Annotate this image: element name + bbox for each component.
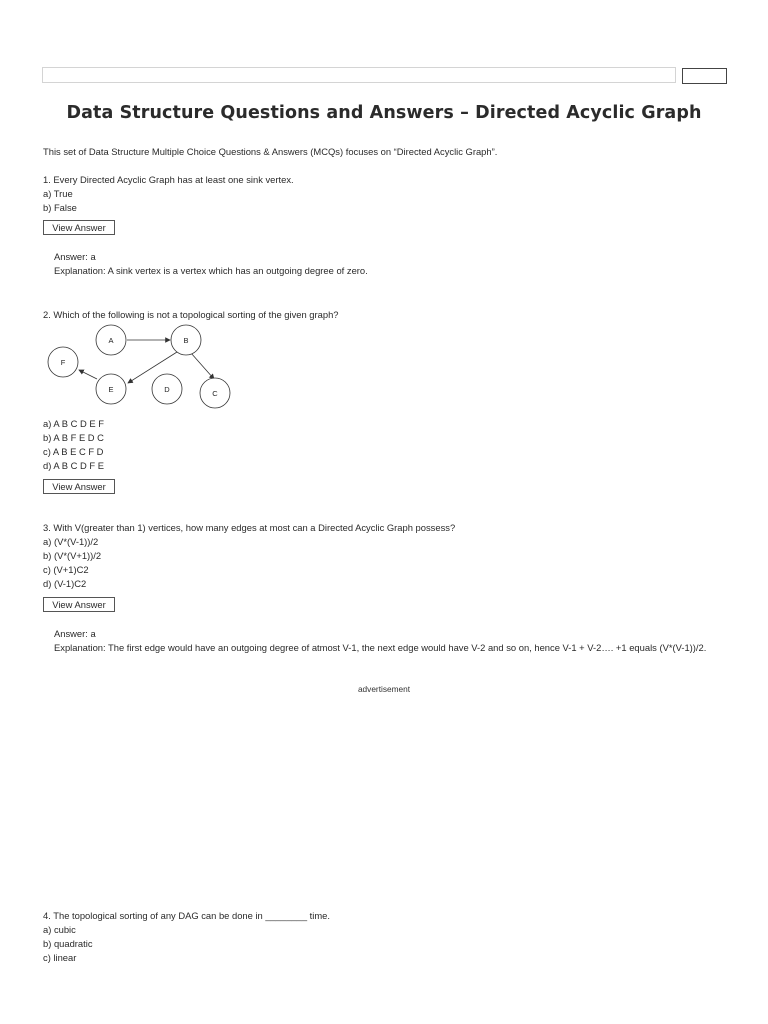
question-4-option-b: b) quadratic — [43, 938, 93, 949]
node-b — [171, 325, 201, 355]
node-d — [152, 374, 182, 404]
node-e — [96, 374, 126, 404]
page-title: Data Structure Questions and Answers – Directed Acyclic Graph — [66, 103, 702, 123]
advertisement-label: advertisement — [357, 684, 411, 694]
question-2-text: 2. Which of the following is not a topological sorting of the given graph? — [43, 309, 339, 320]
view-answer-button-2[interactable]: View Answer — [43, 479, 115, 494]
question-1-explanation: Explanation: A sink vertex is a vertex which has an outgoing degree of zero. — [54, 265, 368, 276]
question-4-option-a: a) cubic — [43, 924, 76, 935]
question-3-option-a: a) (V*(V-1))/2 — [43, 536, 99, 547]
question-1-text: 1. Every Directed Acyclic Graph has at least one sink vertex. — [43, 174, 294, 185]
edge-b-c — [191, 353, 214, 379]
edge-e-f — [79, 370, 97, 379]
node-b-label: B — [183, 336, 189, 345]
node-d-label: D — [164, 385, 170, 394]
node-e-label: E — [108, 385, 114, 394]
question-1-option-b: b) False — [43, 202, 77, 213]
dag-graph-figure — [44, 322, 244, 414]
question-3-option-d: d) (V-1)C2 — [43, 578, 87, 589]
search-button[interactable] — [682, 68, 727, 84]
question-4-option-c: c) linear — [43, 952, 77, 963]
question-3-explanation: Explanation: The first edge would have an outgoing degree of atmost V-1, the next edge would have V-2 and so on, hence V-1 + V-2…. +1 equals (V*(V-1))/2. — [54, 642, 707, 653]
node-c-label: C — [212, 389, 218, 398]
node-f — [48, 347, 78, 377]
node-c — [200, 378, 230, 408]
question-2-option-c: c) A B E C F D — [43, 446, 104, 457]
question-2-option-b: b) A B F E D C — [43, 432, 104, 443]
node-a — [96, 325, 126, 355]
search-bar[interactable] — [42, 67, 676, 83]
question-1-option-a: a) True — [43, 188, 73, 199]
question-2-option-a: a) A B C D E F — [43, 418, 104, 429]
node-a-label: A — [108, 336, 114, 345]
question-2-option-d: d) A B C D F E — [43, 460, 104, 471]
question-1-answer: Answer: a — [54, 251, 96, 262]
node-f-label: F — [60, 358, 66, 367]
question-4-text: 4. The topological sorting of any DAG can be done in ________ time. — [43, 910, 330, 921]
question-3-option-b: b) (V*(V+1))/2 — [43, 550, 102, 561]
view-answer-button-3[interactable]: View Answer — [43, 597, 115, 612]
intro-text: This set of Data Structure Multiple Choice Questions & Answers (MCQs) focuses on “Directed Acyclic Graph”. — [43, 146, 498, 157]
question-3-answer: Answer: a — [54, 628, 96, 639]
view-answer-button-1[interactable]: View Answer — [43, 220, 115, 235]
question-3-option-c: c) (V+1)C2 — [43, 564, 89, 575]
question-3-text: 3. With V(greater than 1) vertices, how many edges at most can a Directed Acyclic Graph possess? — [43, 522, 456, 533]
